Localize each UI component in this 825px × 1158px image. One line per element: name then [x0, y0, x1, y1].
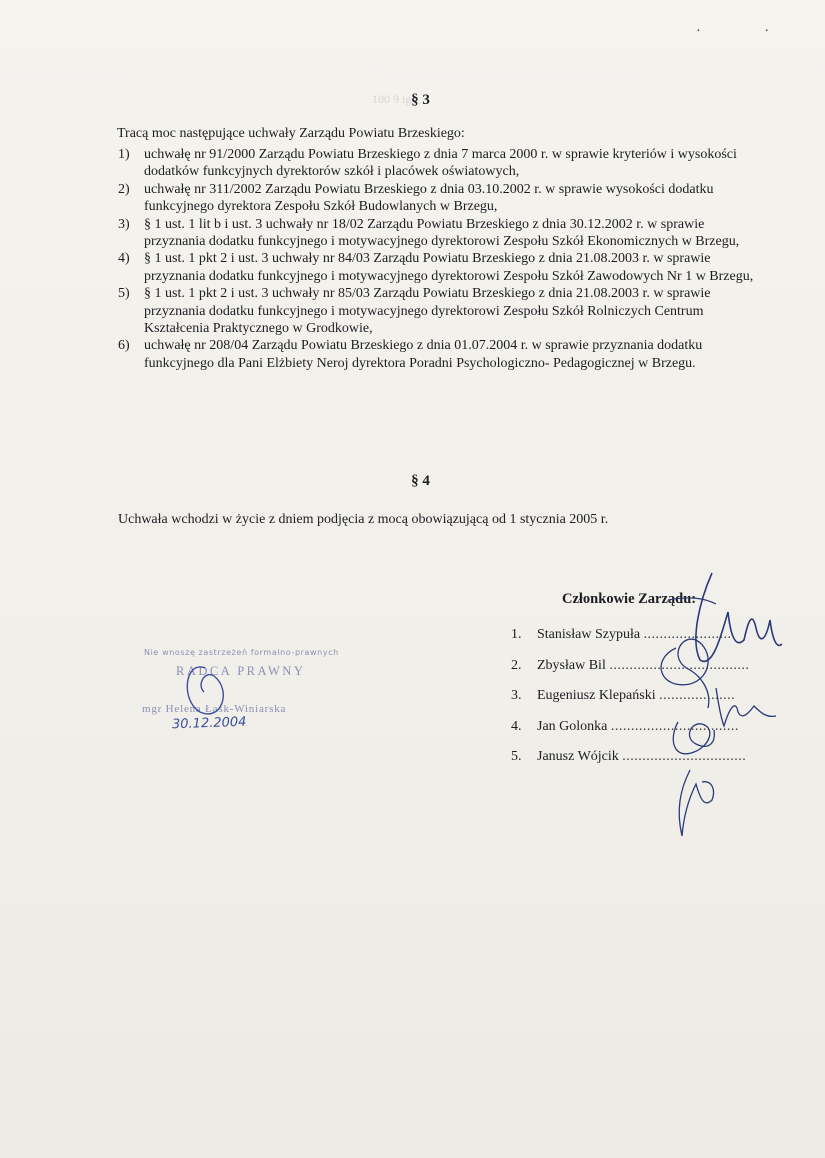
board-member-number: 2. [511, 657, 522, 673]
list-item-number: 2) [118, 181, 130, 197]
section-4-heading: § 4 [411, 473, 430, 489]
stamp-line-title: RADCA PRAWNY [176, 664, 306, 678]
corner-marks: · · [696, 24, 799, 39]
signature-line: ................................ [610, 718, 739, 734]
board-member-name: Stanisław Szypuła [537, 627, 641, 642]
list-item-text: uchwałę nr 311/2002 Zarządu Powiatu Brzeskiego z dnia 03.10.2002 r. w sprawie wysokości dodatku funkcyjnego dyrektora Zespołu Szkół Budowlanych w Brzegu, [144, 181, 714, 215]
stamp-line-approval: Nie wnoszę zastrzeżeń formalno-prawnych [144, 648, 339, 657]
board-member [511, 749, 749, 780]
board-title: Członkowie Zarządu: [562, 591, 697, 607]
faint-mark: 100 9 ig [372, 92, 412, 106]
board-member [511, 719, 749, 750]
stamp-handwritten-date: 30.12.2004 [171, 714, 247, 733]
list-item-text: uchwałę nr 91/2000 Zarządu Powiatu Brzeskiego z dnia 7 marca 2000 r. w sprawie kryteriów i wysokości dodatków funkcyjnych dyrektorów szkół i placówek oświatowych, [144, 147, 737, 180]
list-item-text: § 1 ust. 1 pkt 2 i ust. 3 uchwały nr 85/03 Zarządu Powiatu Brzeskiego z dnia 21.08.2003 r. w sprawie przyznania dodatku funkcyjnego i motywacyjnego dyrektorowi Zespołu Szkół Rolniczych Centrum Kształcenia Praktycznego w Grodkowie, [144, 286, 711, 337]
board-member-name: Zbysław Bil [537, 657, 606, 673]
list-item [118, 181, 758, 216]
board-member-name: Janusz Wójcik [537, 749, 619, 764]
list-item-number: 5) [118, 286, 130, 302]
stamp-line-name: mgr Helena Łask-Winiarska [142, 703, 287, 715]
board-member-name: Eugeniusz Klepański [537, 688, 656, 703]
list-item-number: 3) [118, 216, 130, 232]
list-item [118, 337, 758, 372]
effective-date-text: Uchwała wchodzi w życie z dniem podjęcia z mocą obowiązującą od 1 stycznia 2005 r. [118, 512, 609, 527]
signature-line: ................... [659, 688, 736, 703]
list-item [118, 216, 758, 251]
intro-text: Tracą moc następujące uchwały Zarządu Powiatu Brzeskiego: [117, 126, 465, 141]
section-3-heading: § 3 [411, 92, 430, 108]
list-item-number: 1) [118, 147, 130, 162]
list-item-number: 6) [118, 338, 130, 354]
board-member-number: 3. [511, 688, 522, 703]
board-member-number: 4. [511, 718, 522, 734]
signature-line: ............................... [622, 749, 747, 764]
resolution-list [118, 146, 758, 372]
board-member-name: Jan Golonka [537, 718, 608, 734]
board-member-number: 1. [511, 627, 522, 642]
list-item-text: uchwałę nr 208/04 Zarządu Powiatu Brzeskiego z dnia 01.07.2004 r. w sprawie przyznania dodatku funkcyjnego dla Pani Elżbiety Neroj dyrektora Poradni Psychologiczno- Pedagogicznej w Brzegu. [144, 338, 703, 371]
board-member [511, 688, 749, 719]
list-item [118, 285, 758, 337]
list-item [118, 146, 758, 181]
list-item-number: 4) [118, 251, 130, 267]
signature-5 [679, 770, 713, 836]
list-item-text: § 1 ust. 1 pkt 2 i ust. 3 uchwały nr 84/03 Zarządu Powiatu Brzeskiego z dnia 21.08.2003 r. w sprawie przyznania dodatku funkcyjnego i motywacyjnego dyrektorowi Zespołu Szkół Zawodowych Nr 1 w Brzegu, [144, 251, 754, 284]
signature-line: ...................... [643, 627, 732, 642]
signature-line: ................................... [609, 657, 750, 673]
board-member [511, 658, 749, 689]
list-item-text: § 1 ust. 1 lit b i ust. 3 uchwały nr 18/02 Zarządu Powiatu Brzeskiego z dnia 30.12.2002 r. w sprawie przyznania dodatku funkcyjnego i motywacyjnego dyrektorowi Zespołu Szkół Ekonomicznych w Brzegu, [144, 216, 740, 250]
board-member [511, 627, 749, 658]
list-item [118, 250, 758, 285]
board-member-list [511, 627, 749, 780]
board-member-number: 5. [511, 749, 522, 764]
